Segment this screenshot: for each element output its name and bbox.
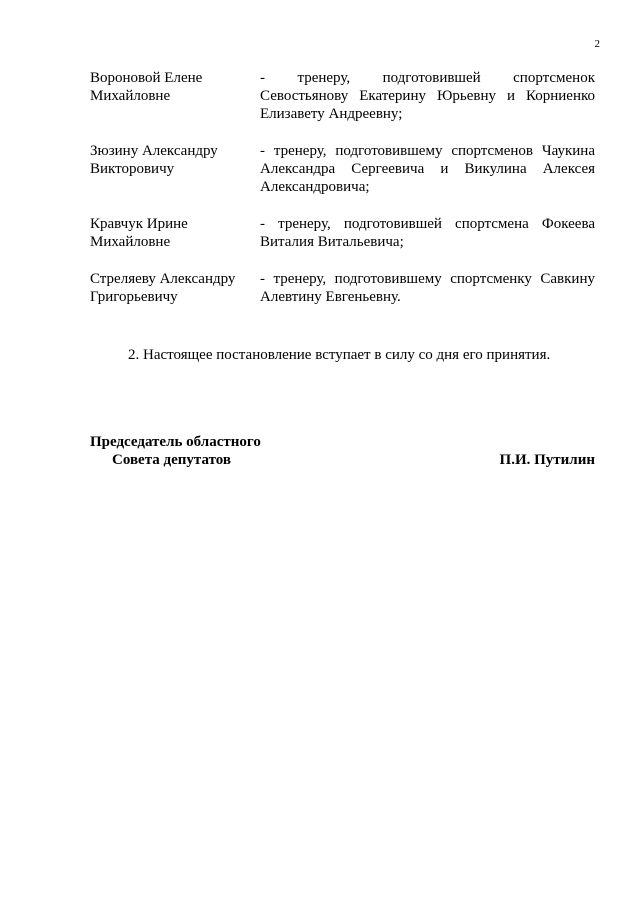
award-row — [90, 142, 595, 196]
signature-line — [90, 451, 595, 469]
signer-title-line: Совета депутатов — [112, 452, 231, 468]
award-reason: - тренеру, подготовившей спортсменок Севостьянову Екатерину Юрьевну и Корниенко Елизавету Андреевну; — [260, 70, 595, 122]
awards-list — [90, 69, 595, 306]
signer-title-line: Председатель областного — [90, 434, 261, 450]
signer-name: П.И. Путилин — [499, 452, 595, 468]
recipient-name-line: Кравчук Ирине — [90, 216, 188, 232]
recipient-name-line: Стреляеву Александру — [90, 271, 236, 287]
recipient-name — [90, 69, 260, 123]
recipient-name-line: Григорьевичу — [90, 289, 178, 305]
signature-block — [90, 433, 595, 469]
recipient-name-line: Михайловне — [90, 88, 171, 104]
award-row — [90, 270, 595, 306]
page-number: 2 — [594, 38, 600, 50]
closing-clause: 2. Настоящее постановление вступает в силу со дня его принятия. — [128, 347, 551, 363]
recipient-name — [90, 215, 260, 251]
recipient-name-line: Викторовичу — [90, 161, 175, 177]
award-row — [90, 69, 595, 123]
recipient-name — [90, 142, 260, 196]
recipient-name-line: Михайловне — [90, 234, 171, 250]
award-reason: - тренеру, подготовившему спортсменов Чаукина Александра Сергеевича и Викулина Алексея Александровича; — [260, 143, 595, 195]
award-reason: - тренеру, подготовившему спортсменку Савкину Алевтину Евгеньевну. — [260, 271, 595, 305]
recipient-name-line: Зюзину Александру — [90, 143, 218, 159]
recipient-name — [90, 270, 260, 306]
award-reason: - тренеру, подготовившей спортсмена Фокеева Виталия Витальевича; — [260, 216, 595, 250]
recipient-name-line: Вороновой Елене — [90, 70, 203, 86]
award-row — [90, 215, 595, 251]
